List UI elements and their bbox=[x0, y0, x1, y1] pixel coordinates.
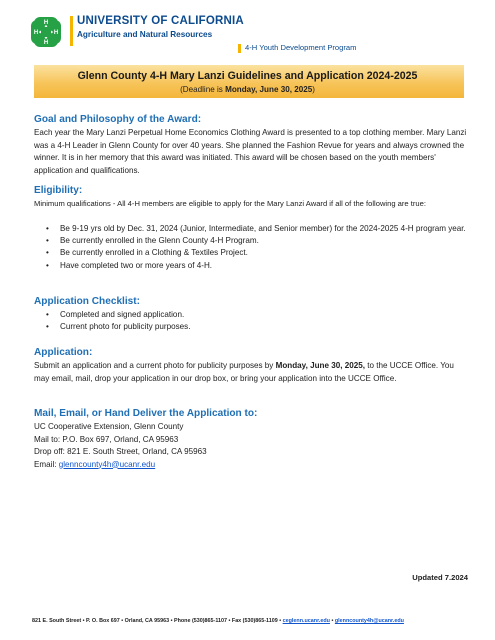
email-line: Email: glenncounty4h@ucanr.edu bbox=[34, 459, 156, 469]
office-name: UC Cooperative Extension, Glenn County bbox=[34, 422, 184, 431]
deliver-address-block bbox=[34, 421, 468, 471]
logo-accent-bar bbox=[70, 16, 73, 46]
letterhead bbox=[26, 12, 476, 54]
application-deadline: Monday, June 30, 2025, bbox=[275, 361, 365, 370]
mail-address: Mail to: P.O. Box 697, Orland, CA 95963 bbox=[34, 434, 179, 444]
eligibility-list bbox=[34, 223, 468, 272]
svg-text:H: H bbox=[33, 30, 39, 36]
dropoff-address: Drop off: 821 E. South Street, Orland, CA 95963 bbox=[34, 447, 207, 456]
program-accent-bar bbox=[238, 44, 241, 53]
goal-heading: Goal and Philosophy of the Award: bbox=[34, 114, 202, 125]
list-item: • Have completed two or more years of 4-H. bbox=[34, 260, 468, 272]
list-item: • Be currently enrolled in a Clothing & Textiles Project. bbox=[34, 247, 468, 259]
footer-website-link[interactable]: ceglenn.ucanr.edu bbox=[282, 618, 330, 624]
svg-text:H: H bbox=[43, 40, 49, 46]
page-title: Glenn County 4-H Mary Lanzi Guidelines and Application 2024-2025 bbox=[77, 70, 418, 82]
deliver-heading: Mail, Email, or Hand Deliver the Application to: bbox=[34, 408, 258, 419]
deadline-date: Monday, June 30, 2025 bbox=[225, 85, 313, 94]
program-name: 4-H Youth Development Program bbox=[245, 43, 357, 52]
svg-text:H: H bbox=[53, 30, 59, 36]
list-item: • Current photo for publicity purposes. bbox=[34, 321, 468, 333]
list-item: • Be currently enrolled in the Glenn County 4-H Program. bbox=[34, 235, 468, 247]
goal-paragraph: Each year the Mary Lanzi Perpetual Home Economics Clothing Award is presented to a top clothing member. Mary Lanzi was a 4-H Leader in Glenn County for over 40 years. She planned the Fashion Revue for years and always crowned the winner. It is in her memory that this award was initiated. This award will be chosen based on the youth members' application and qualifications. bbox=[34, 128, 467, 175]
footer-email-link[interactable]: glenncounty4h@ucanr.edu bbox=[334, 618, 404, 624]
org-name: UNIVERSITY OF CALIFORNIA bbox=[77, 15, 244, 27]
updated-date: Updated 7.2024 bbox=[412, 573, 468, 582]
four-leaf-clover-icon bbox=[26, 12, 66, 52]
list-item: • Be 9-19 yrs old by Dec. 31, 2024 (Junior, Intermediate, and Senior member) for the 2024-2025 4-H program year. bbox=[34, 223, 468, 235]
email-link[interactable]: glenncounty4h@ucanr.edu bbox=[58, 459, 156, 469]
deadline-note: (Deadline is Monday, June 30, 2025) bbox=[180, 85, 315, 94]
eligibility-intro: Minimum qualifications - All 4-H members are eligible to apply for the Mary Lanzi Award if all of the following are true: bbox=[34, 199, 426, 208]
org-subtitle: Agriculture and Natural Resources bbox=[77, 30, 213, 39]
application-paragraph: Submit an application and a current photo for publicity purposes by Monday, June 30, 2025, to the UCCE Office. You may email, mail, drop your application in our drop box, or bring your application into the UCCE Office. bbox=[34, 361, 454, 383]
footer-contact: 821 E. South Street • P. O. Box 697 • Orland, CA 95963 • Phone (530)865-1107 • Fax (530)865-1109 • ceglenn.ucanr.edu • glenncounty4h@ucanr.edu bbox=[32, 618, 404, 624]
eligibility-heading: Eligibility: bbox=[34, 185, 83, 196]
application-heading: Application: bbox=[34, 347, 93, 358]
list-item: • Completed and signed application. bbox=[34, 309, 468, 321]
checklist-list bbox=[34, 309, 468, 333]
checklist-heading: Application Checklist: bbox=[34, 296, 140, 307]
svg-text:H: H bbox=[43, 20, 49, 26]
